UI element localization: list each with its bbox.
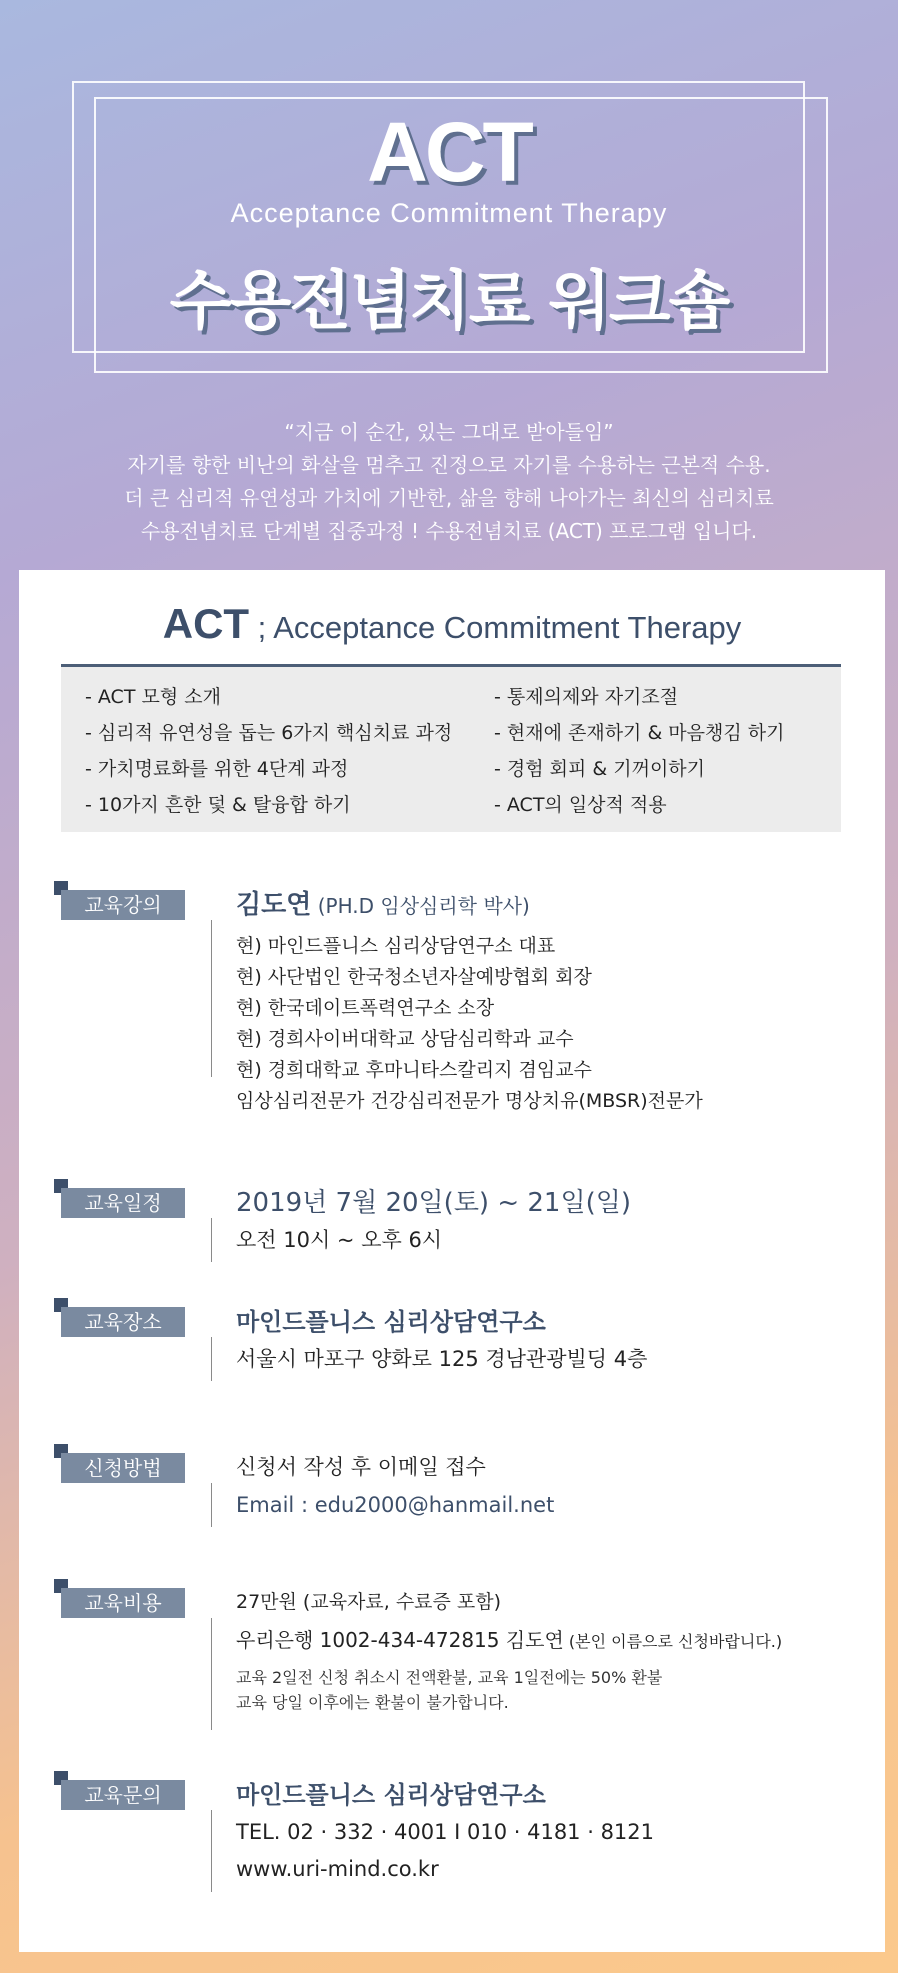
section-label: 교육일정 [61,1188,185,1218]
overview-heading-bold: ACT [162,600,250,647]
info-card [19,570,885,1952]
topic-item: - 현재에 존재하기 & 마음챙김 하기 [494,722,785,744]
bio-line: 임상심리전문가 건강심리전문가 명상치유(MBSR)전문가 [236,1090,703,1112]
section-label: 신청방법 [61,1453,185,1483]
hero-subtitle: Acceptance Commitment Therapy [230,198,668,228]
section-divider [211,1337,212,1381]
apply-content [236,1449,554,1524]
overview-heading [19,600,885,648]
refund-policy [236,1665,782,1715]
topic-item: - 심리적 유연성을 돕는 6가지 핵심치료 과정 [85,722,453,744]
intro-quote: “지금 이 순간, 있는 그대로 받아들임” [284,420,614,444]
section-label: 교육비용 [61,1588,185,1618]
instructor-name: 김도연 [236,890,312,920]
fee-account-note: (본인 이름으로 신청바랍니다.) [563,1632,783,1651]
venue-address: 서울시 마포구 양화로 125 경남관광빌딩 4층 [236,1347,648,1371]
contact-phone[interactable]: TEL. 02 · 332 · 4001 I 010 · 4181 · 8121 [236,1820,655,1844]
instructor-degree: (PH.D 임상심리학 박사) [311,894,530,918]
section-label: 교육강의 [61,890,185,920]
bio-line: 현) 사단법인 한국청소년자살예방협회 회장 [236,966,592,988]
schedule-content [236,1184,631,1259]
topic-item: - 경험 회피 & 기꺼이하기 [494,758,706,780]
venue-content [236,1303,647,1378]
section-divider [211,1810,212,1892]
fee-content [236,1584,782,1715]
fee-amount: 27만원 (교육자료, 수료증 포함) [236,1591,502,1613]
instructor-content [236,886,703,1117]
section-divider [211,920,212,1077]
bio-line: 현) 경희사이버대학교 상담심리학과 교수 [236,1028,574,1050]
schedule-date: 2019년 7월 20일(토) ~ 21일(일) [236,1188,631,1218]
fee-account-line [236,1621,782,1661]
section-divider [211,1218,212,1262]
instructor-bio [236,931,703,1117]
hero-banner [0,0,898,570]
apply-email[interactable]: Email : edu2000@hanmail.net [236,1493,555,1517]
intro-line: 수용전념치료 단계별 집중과정 ! 수용전념치료 (ACT) 프로그램 입니다. [140,519,758,543]
hero-title: ACT [367,105,531,199]
overview-heading-rest: ; Acceptance Commitment Therapy [249,610,742,645]
section-label: 교육문의 [61,1780,185,1810]
refund-line: 교육 당일 이후에는 환불이 불가합니다. [236,1693,509,1712]
instructor-name-line [236,886,703,925]
topic-item: - ACT 모형 소개 [85,686,221,708]
section-divider [211,1483,212,1527]
topics-left-column [85,679,452,823]
topics-right-column [494,679,784,823]
topic-item: - ACT의 일상적 적용 [494,794,667,816]
bio-line: 현) 마인드플니스 심리상담연구소 대표 [236,935,556,957]
topic-item: - 10가지 흔한 덫 & 탈융합 하기 [85,794,351,816]
intro-line: 자기를 향한 비난의 화살을 멈추고 진정으로 자기를 수용하는 근본적 수용. [127,453,771,477]
topics-box [61,664,841,832]
intro-text [0,416,898,548]
section-divider [211,1618,212,1730]
hero-korean-title: 수용전념치료 워크숍 [169,265,729,339]
bio-line: 현) 경희대학교 후마니타스칼리지 겸임교수 [236,1059,592,1081]
topic-item: - 가치명료화를 위한 4단계 과정 [85,758,349,780]
contact-name: 마인드플니스 심리상담연구소 [236,1781,546,1809]
topic-item: - 통제의제와 자기조절 [494,686,679,708]
bio-line: 현) 한국데이트폭력연구소 소장 [236,997,495,1019]
venue-name: 마인드플니스 심리상담연구소 [236,1308,546,1336]
intro-line: 더 큰 심리적 유연성과 가치에 기반한, 삶을 향해 나아가는 최신의 심리치료 [124,486,774,510]
refund-line: 교육 2일전 신청 취소시 전액환불, 교육 1일전에는 50% 환불 [236,1668,663,1687]
contact-website[interactable]: www.uri-mind.co.kr [236,1857,439,1881]
contact-content [236,1776,654,1888]
fee-account: 우리은행 1002-434-472815 김도연 [236,1628,564,1652]
section-label: 교육장소 [61,1307,185,1337]
schedule-time: 오전 10시 ~ 오후 6시 [236,1228,443,1252]
apply-method: 신청서 작성 후 이메일 접수 [236,1455,486,1479]
